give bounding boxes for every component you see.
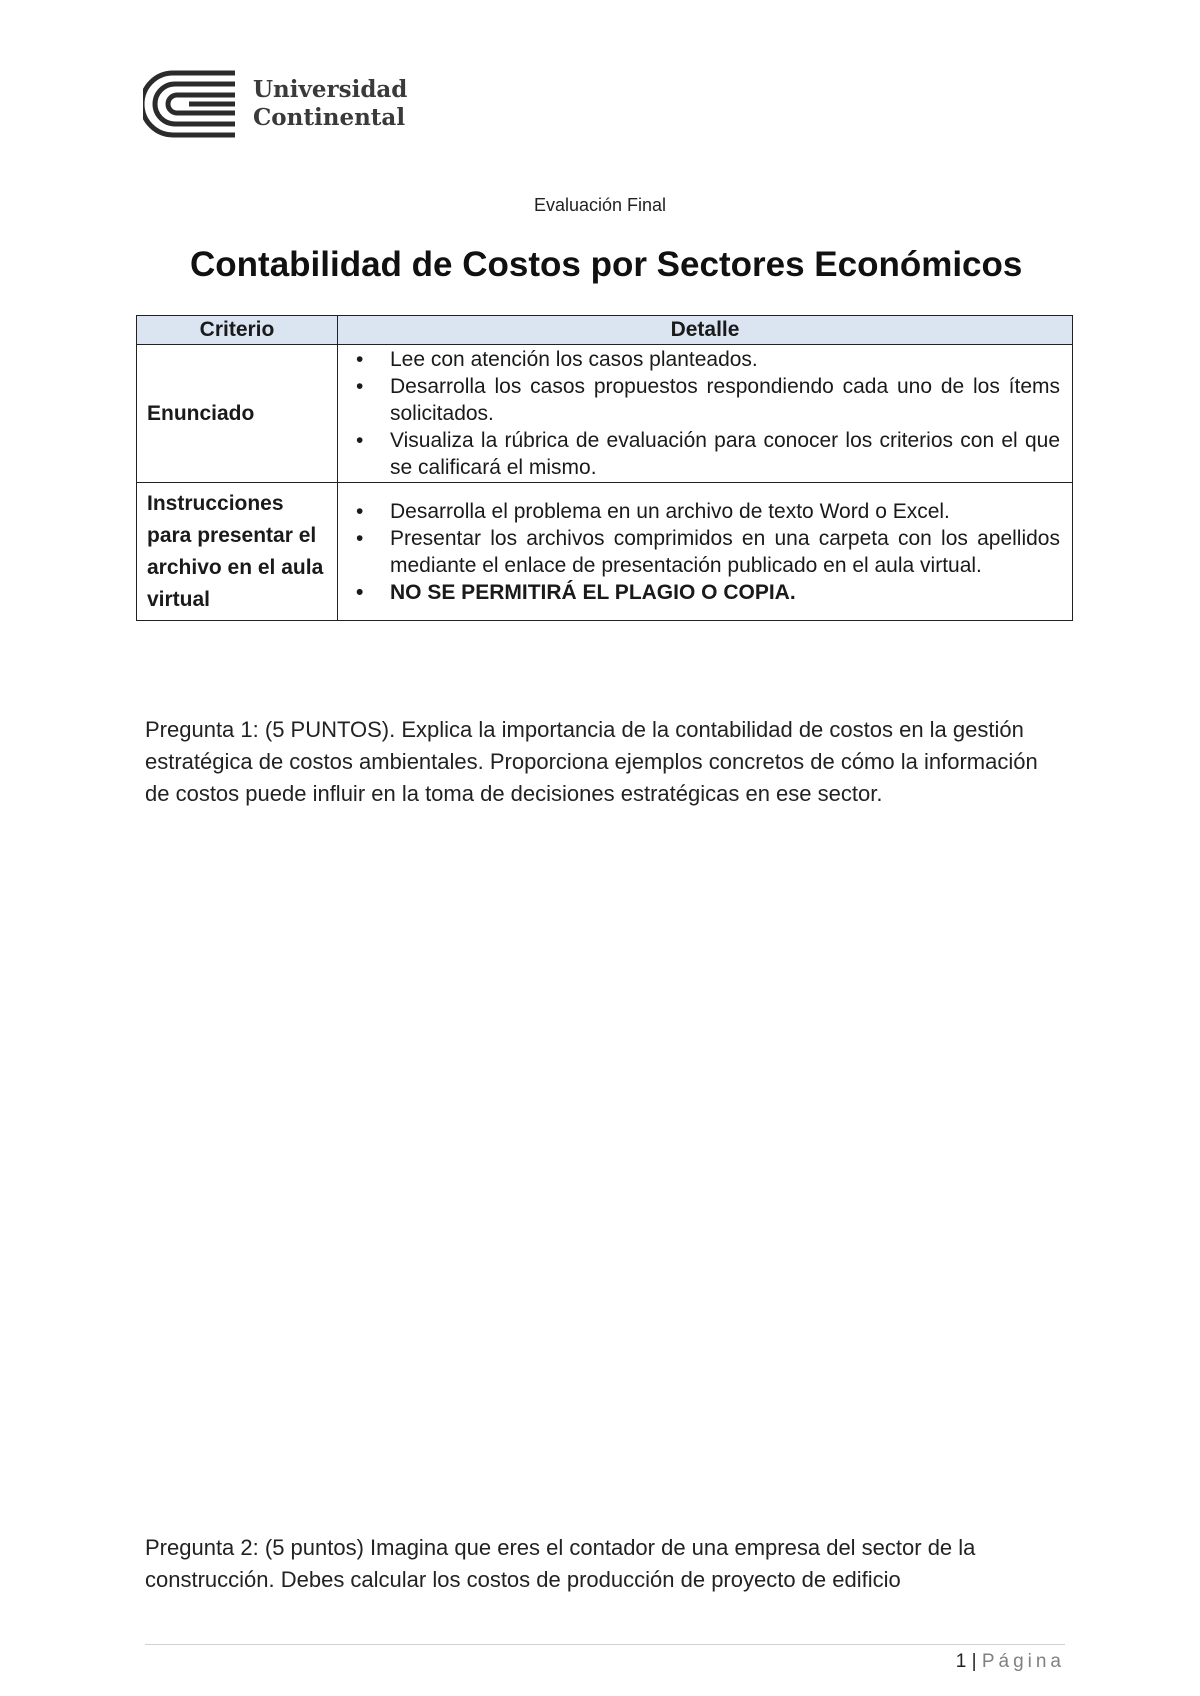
- university-logo: [143, 70, 407, 138]
- page-word: Página: [981, 1651, 1065, 1672]
- logo-line-1: Universidad: [253, 76, 408, 103]
- table-header-row: [137, 316, 1073, 345]
- column-header-detalle: Detalle: [338, 316, 1073, 345]
- question-1: Pregunta 1: (5 PUNTOS). Explica la importancia de la contabilidad de costos en la gestión estratégica de costos ambientales. Proporciona ejemplos concretos de cómo la información de costos puede influir en la toma de decisiones estratégicas en ese sector.: [145, 717, 1038, 806]
- list-item: • NO SE PERMITIRÁ EL PLAGIO O COPIA.: [356, 580, 796, 604]
- footer-separator: |: [971, 1651, 977, 1672]
- bullet-icon: •: [356, 580, 364, 604]
- bullet-icon: •: [356, 499, 364, 523]
- criterio-cell: Instrucciones para presentar el archivo en el aula virtual: [137, 483, 338, 621]
- table-row: [137, 483, 1073, 621]
- universidad-continental-logo-icon: [143, 70, 237, 138]
- bullet-icon: •: [356, 348, 364, 371]
- detalle-cell: [338, 345, 1073, 483]
- criterio-cell: Enunciado: [137, 345, 338, 483]
- bullet-icon: •: [356, 526, 364, 550]
- list-item: • Lee con atención los casos planteados.: [356, 348, 758, 371]
- logo-wordmark: [253, 76, 407, 132]
- list-item: • Desarrolla los casos propuestos respondiendo cada uno de los ítems solicitados.: [356, 375, 1060, 425]
- table-row: [137, 345, 1073, 483]
- list-item: • Presentar los archivos comprimidos en una carpeta con los apellidos mediante el enlace de presentación publicado en el aula virtual.: [356, 526, 1060, 577]
- list-item: • Visualiza la rúbrica de evaluación para conocer los criterios con el que se calificará el mismo.: [356, 429, 1060, 479]
- rubric-table: [136, 315, 1073, 621]
- page-number: 1: [955, 1651, 967, 1672]
- detail-list: [350, 498, 1060, 606]
- detalle-cell: [338, 483, 1073, 621]
- bullet-icon: •: [356, 375, 364, 398]
- document-title: Contabilidad de Costos por Sectores Económicos: [190, 245, 1023, 284]
- page-footer: [956, 1651, 1065, 1673]
- list-item: • Desarrolla el problema en un archivo de texto Word o Excel.: [356, 499, 950, 523]
- column-header-criterio: Criterio: [137, 316, 338, 345]
- bullet-icon: •: [356, 429, 364, 452]
- logo-line-2: Continental: [253, 104, 406, 131]
- footer-divider: [145, 1644, 1065, 1645]
- detail-list: [350, 346, 1060, 481]
- header-label: Evaluación Final: [533, 195, 667, 215]
- question-2: Pregunta 2: (5 puntos) Imagina que eres el contador de una empresa del sector de la construcción. Debes calcular los costos de producción de proyecto de edificio: [145, 1535, 976, 1592]
